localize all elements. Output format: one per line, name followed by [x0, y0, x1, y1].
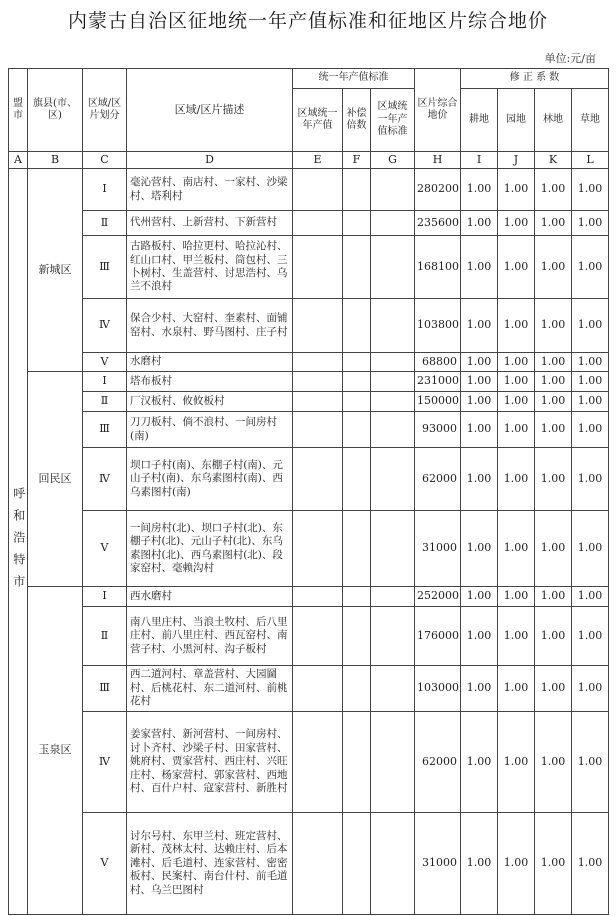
league-cell: 呼和浩特市: [9, 169, 28, 915]
description-cell: 水磨村: [127, 353, 293, 372]
price-cell: 231000: [415, 372, 461, 392]
header-zone: 区域/区片划分: [83, 69, 127, 152]
output-standard-cell: [371, 666, 415, 712]
coefficient-cell: 1.00: [535, 412, 572, 448]
area-output-cell: [293, 712, 343, 813]
header-forest: 林地: [535, 89, 572, 152]
area-output-cell: [293, 607, 343, 666]
zone-cell: Ⅳ: [83, 299, 127, 353]
coefficient-cell: 1.00: [461, 813, 498, 915]
multiple-cell: [343, 511, 371, 587]
output-standard-cell: [371, 448, 415, 511]
output-standard-cell: [371, 587, 415, 607]
coefficient-cell: 1.00: [498, 712, 535, 813]
header-county: 旗县(市、区): [28, 69, 83, 152]
coefficient-cell: 1.00: [535, 511, 572, 587]
area-output-cell: [293, 353, 343, 372]
description-cell: 坝口子村(南)、东棚子村(南)、元山子村(南)、东乌素图村(南)、西乌素图村(南): [127, 448, 293, 511]
county-cell: 新城区: [28, 169, 83, 372]
table-row: [9, 236, 609, 299]
description-cell: 讨尔号村、东甲兰村、班定营村、新村、茂林太村、达赖庄村、后本滩村、后毛道村、连家营村、密密板村、民案村、南台什村、前毛道村、乌兰巴图村: [127, 813, 293, 915]
coefficient-cell: 1.00: [498, 607, 535, 666]
area-output-cell: [293, 813, 343, 915]
multiple-cell: [343, 372, 371, 392]
description-cell: 南八里庄村、当浪土牧村、后八里庄村、前八里庄村、西瓦窑村、南营子村、小黑河村、沟子板村: [127, 607, 293, 666]
zone-cell: Ⅲ: [83, 236, 127, 299]
coefficient-cell: 1.00: [535, 299, 572, 353]
output-standard-cell: [371, 169, 415, 211]
coefficient-cell: 1.00: [498, 236, 535, 299]
coefficient-cell: 1.00: [535, 211, 572, 236]
coefficient-cell: 1.00: [498, 211, 535, 236]
header-area-price: 区片综合地价: [415, 69, 461, 152]
coefficient-cell: 1.00: [461, 236, 498, 299]
coefficient-cell: 1.00: [498, 666, 535, 712]
zone-cell: Ⅱ: [83, 607, 127, 666]
zone-cell: Ⅲ: [83, 412, 127, 448]
output-standard-cell: [371, 607, 415, 666]
multiple-cell: [343, 236, 371, 299]
header-multiple: 补偿倍数: [343, 89, 371, 152]
price-cell: 280200: [415, 169, 461, 211]
coefficient-cell: 1.00: [535, 607, 572, 666]
coefficient-cell: 1.00: [572, 412, 609, 448]
multiple-cell: [343, 353, 371, 372]
coefficient-cell: 1.00: [572, 448, 609, 511]
column-letter: I: [461, 152, 498, 169]
table-row: [9, 211, 609, 236]
output-standard-cell: [371, 392, 415, 412]
coefficient-cell: 1.00: [572, 607, 609, 666]
description-cell: 厂汉板村、攸攸板村: [127, 392, 293, 412]
coefficient-cell: 1.00: [535, 813, 572, 915]
price-cell: 176000: [415, 607, 461, 666]
coefficient-cell: 1.00: [572, 712, 609, 813]
price-cell: 31000: [415, 813, 461, 915]
output-standard-cell: [371, 353, 415, 372]
multiple-cell: [343, 813, 371, 915]
price-cell: 168100: [415, 236, 461, 299]
coefficient-cell: 1.00: [461, 211, 498, 236]
table-row: [9, 299, 609, 353]
coefficient-cell: 1.00: [572, 511, 609, 587]
coefficient-cell: 1.00: [572, 392, 609, 412]
coefficient-cell: 1.00: [535, 236, 572, 299]
coefficient-cell: 1.00: [535, 712, 572, 813]
description-cell: 一间房村(北)、坝口子村(北)、东棚子村(北)、元山子村(北)、东乌素图村(北)、西乌素图村(北)、段家窑村、毫赖沟村: [127, 511, 293, 587]
coefficient-cell: 1.00: [572, 666, 609, 712]
description-cell: 姜家营村、新河营村、一间房村、讨卜齐村、沙梁子村、田家营村、姚府村、贾家营村、西庄村、兴旺庄村、杨家营村、郭家营村、西地村、百什户村、寇家营村、新胜村: [127, 712, 293, 813]
zone-cell: Ⅳ: [83, 448, 127, 511]
header-garden: 园地: [498, 89, 535, 152]
column-letter: F: [343, 152, 371, 169]
output-standard-cell: [371, 372, 415, 392]
zone-cell: Ⅱ: [83, 211, 127, 236]
area-output-cell: [293, 372, 343, 392]
output-standard-cell: [371, 712, 415, 813]
multiple-cell: [343, 712, 371, 813]
area-output-cell: [293, 299, 343, 353]
output-standard-cell: [371, 813, 415, 915]
description-cell: 保合少村、大窑村、奎素村、面铺窑村、水泉村、野马图村、庄子村: [127, 299, 293, 353]
area-output-cell: [293, 511, 343, 587]
column-letter: E: [293, 152, 343, 169]
coefficient-cell: 1.00: [461, 412, 498, 448]
description-cell: 西二道河村、章盖营村、大园圙村、后桃花村、东二道河村、前桃花村: [127, 666, 293, 712]
header-league: 盟市: [9, 69, 28, 152]
column-letter: K: [535, 152, 572, 169]
coefficient-cell: 1.00: [572, 353, 609, 372]
header-coef-group: 修 正 系 数: [461, 69, 609, 89]
coefficient-cell: 1.00: [535, 392, 572, 412]
coefficient-cell: 1.00: [461, 666, 498, 712]
description-cell: 毫沁营村、南店村、一家村、沙梁村、塔利村: [127, 169, 293, 211]
coefficient-cell: 1.00: [498, 299, 535, 353]
table-row: [9, 372, 609, 392]
price-cell: 31000: [415, 511, 461, 587]
header-farmland: 耕地: [461, 89, 498, 152]
coefficient-cell: 1.00: [498, 353, 535, 372]
output-standard-cell: [371, 511, 415, 587]
table-row: [9, 607, 609, 666]
coefficient-cell: 1.00: [535, 372, 572, 392]
area-output-cell: [293, 236, 343, 299]
description-cell: 塔布板村: [127, 372, 293, 392]
zone-cell: Ⅴ: [83, 813, 127, 915]
table-row: [9, 353, 609, 372]
page-title: 内蒙古自治区征地统一年产值标准和征地区片综合地价: [67, 10, 548, 32]
area-output-cell: [293, 412, 343, 448]
multiple-cell: [343, 299, 371, 353]
coefficient-cell: 1.00: [461, 511, 498, 587]
coefficient-cell: 1.00: [498, 448, 535, 511]
output-standard-cell: [371, 236, 415, 299]
area-output-cell: [293, 587, 343, 607]
column-letter: A: [9, 152, 28, 169]
column-letter: J: [498, 152, 535, 169]
description-cell: 古路板村、哈拉更村、哈拉沁村、红山口村、甲兰板村、筒包村、三卜树村、生盖营村、讨思浩村、乌兰不浪村: [127, 236, 293, 299]
land-price-table: [8, 68, 609, 915]
multiple-cell: [343, 211, 371, 236]
column-letter: L: [572, 152, 609, 169]
coefficient-cell: 1.00: [461, 587, 498, 607]
area-output-cell: [293, 211, 343, 236]
coefficient-cell: 1.00: [572, 813, 609, 915]
multiple-cell: [343, 169, 371, 211]
header-output-standard: 区域统一年产值标准: [371, 89, 415, 152]
table-row: [9, 169, 609, 211]
zone-cell: Ⅰ: [83, 372, 127, 392]
price-cell: 93000: [415, 412, 461, 448]
table-row: [9, 813, 609, 915]
coefficient-cell: 1.00: [498, 169, 535, 211]
price-cell: 62000: [415, 712, 461, 813]
coefficient-cell: 1.00: [498, 392, 535, 412]
multiple-cell: [343, 587, 371, 607]
description-cell: 刀刀板村、倘不浪村、一间房村(南): [127, 412, 293, 448]
column-letter: B: [28, 152, 83, 169]
column-letter: C: [83, 152, 127, 169]
coefficient-cell: 1.00: [572, 169, 609, 211]
area-output-cell: [293, 666, 343, 712]
coefficient-cell: 1.00: [535, 666, 572, 712]
coefficient-cell: 1.00: [572, 587, 609, 607]
zone-cell: Ⅲ: [83, 666, 127, 712]
zone-cell: Ⅴ: [83, 353, 127, 372]
coefficient-cell: 1.00: [461, 607, 498, 666]
coefficient-cell: 1.00: [535, 587, 572, 607]
coefficient-cell: 1.00: [498, 511, 535, 587]
unit-label: 单位:元/亩: [544, 52, 596, 65]
table-row: [9, 511, 609, 587]
zone-cell: Ⅳ: [83, 712, 127, 813]
zone-cell: Ⅴ: [83, 511, 127, 587]
area-output-cell: [293, 169, 343, 211]
multiple-cell: [343, 412, 371, 448]
zone-cell: Ⅰ: [83, 169, 127, 211]
column-letter-row: [9, 152, 609, 169]
price-cell: 103000: [415, 666, 461, 712]
column-letter: D: [127, 152, 293, 169]
column-letter: G: [371, 152, 415, 169]
price-cell: 62000: [415, 448, 461, 511]
table-row: [9, 587, 609, 607]
price-cell: 252000: [415, 587, 461, 607]
coefficient-cell: 1.00: [461, 372, 498, 392]
area-output-cell: [293, 392, 343, 412]
coefficient-cell: 1.00: [572, 211, 609, 236]
table-row: [9, 448, 609, 511]
column-letter: H: [415, 152, 461, 169]
multiple-cell: [343, 607, 371, 666]
price-cell: 103800: [415, 299, 461, 353]
multiple-cell: [343, 392, 371, 412]
table-row: [9, 712, 609, 813]
coefficient-cell: 1.00: [572, 372, 609, 392]
header-description: 区域/区片描述: [127, 69, 293, 152]
coefficient-cell: 1.00: [535, 353, 572, 372]
header-area-output: 区域统一年产值: [293, 89, 343, 152]
output-standard-cell: [371, 299, 415, 353]
coefficient-cell: 1.00: [461, 353, 498, 372]
area-output-cell: [293, 448, 343, 511]
coefficient-cell: 1.00: [461, 712, 498, 813]
coefficient-cell: 1.00: [461, 448, 498, 511]
table-row: [9, 666, 609, 712]
coefficient-cell: 1.00: [498, 813, 535, 915]
description-cell: 代州营村、上新营村、下新营村: [127, 211, 293, 236]
coefficient-cell: 1.00: [535, 169, 572, 211]
header-grassland: 草地: [572, 89, 609, 152]
multiple-cell: [343, 448, 371, 511]
table-row: [9, 412, 609, 448]
table-row: [9, 392, 609, 412]
coefficient-cell: 1.00: [461, 299, 498, 353]
multiple-cell: [343, 666, 371, 712]
output-standard-cell: [371, 412, 415, 448]
price-cell: 235600: [415, 211, 461, 236]
coefficient-cell: 1.00: [461, 169, 498, 211]
coefficient-cell: 1.00: [572, 236, 609, 299]
coefficient-cell: 1.00: [535, 448, 572, 511]
coefficient-cell: 1.00: [461, 392, 498, 412]
price-cell: 150000: [415, 392, 461, 412]
price-cell: 68800: [415, 353, 461, 372]
zone-cell: Ⅱ: [83, 392, 127, 412]
county-cell: 玉泉区: [28, 587, 83, 915]
coefficient-cell: 1.00: [498, 412, 535, 448]
zone-cell: Ⅰ: [83, 587, 127, 607]
county-cell: 回民区: [28, 372, 83, 587]
coefficient-cell: 1.00: [498, 372, 535, 392]
description-cell: 西水磨村: [127, 587, 293, 607]
coefficient-cell: 1.00: [498, 587, 535, 607]
coefficient-cell: 1.00: [572, 299, 609, 353]
header-unified-group: 统一年产值标准: [293, 69, 415, 89]
output-standard-cell: [371, 211, 415, 236]
